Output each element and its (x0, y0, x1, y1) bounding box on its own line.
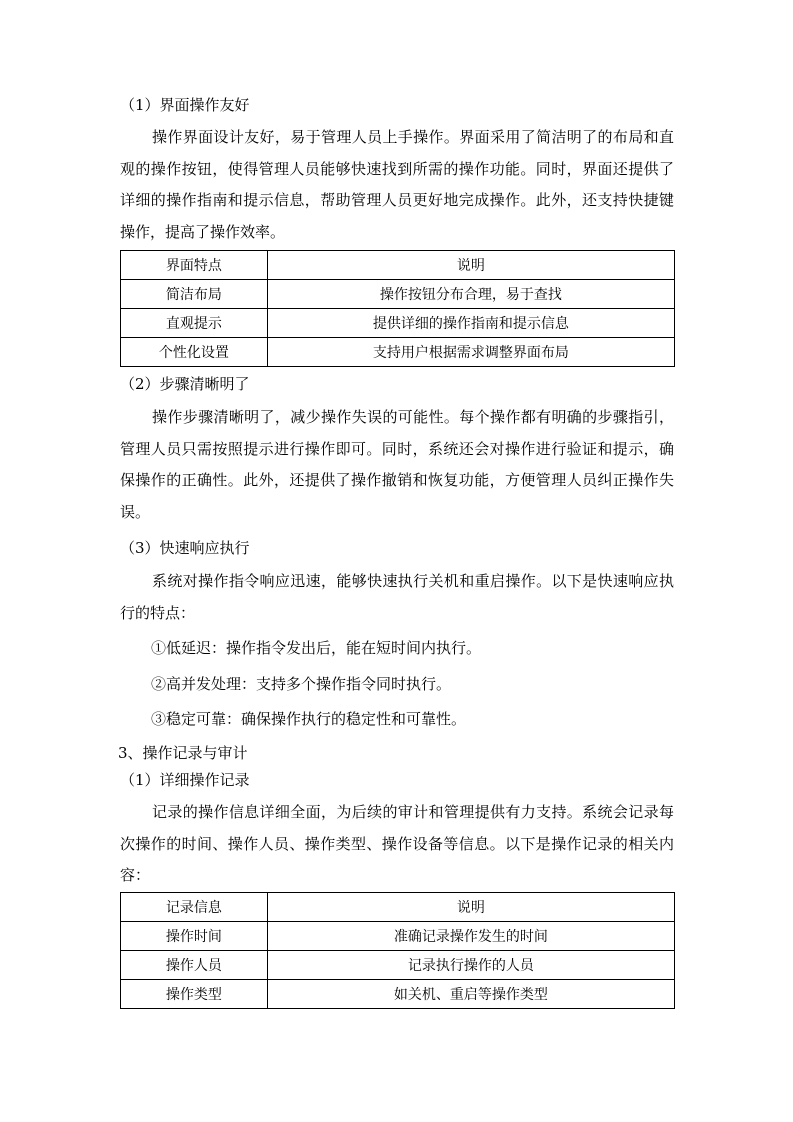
table-cell: 操作人员 (121, 951, 268, 980)
interface-features-table (120, 250, 675, 367)
operation-records-table (120, 892, 675, 1009)
table-row (121, 980, 675, 1009)
table-cell: 支持用户根据需求调整界面布局 (267, 338, 674, 367)
table-cell: 记录执行操作的人员 (267, 951, 674, 980)
section-heading-clear-steps: （2）步骤清晰明了 (120, 375, 250, 393)
paragraph-detailed-records: 记录的操作信息详细全面，为后续的审计和管理提供有力支持。系统会记录每次操作的时间、操作人员、操作类型、操作设备等信息。以下是操作记录的相关内容： (120, 803, 674, 884)
table-header-cell: 界面特点 (121, 251, 268, 280)
table-row (121, 309, 675, 338)
table-cell: 提供详细的操作指南和提示信息 (267, 309, 674, 338)
list-item: ③稳定可靠：确保操作执行的稳定性和可靠性。 (151, 710, 467, 728)
table-header-cell: 说明 (267, 251, 674, 280)
table-cell: 操作按钮分布合理，易于查找 (267, 280, 674, 309)
table-header-row (121, 251, 675, 280)
table-cell: 简洁布局 (121, 280, 268, 309)
section-heading-fast-response: （3）快速响应执行 (120, 539, 250, 557)
paragraph-fast-response: 系统对操作指令响应迅速，能够快速执行关机和重启操作。以下是快速响应执行的特点： (120, 572, 674, 622)
table-row (121, 280, 675, 309)
table-header-cell: 说明 (267, 893, 674, 922)
section-heading-detailed-records: （1）详细操作记录 (120, 771, 250, 789)
table-header-row (121, 893, 675, 922)
table-cell: 操作时间 (121, 922, 268, 951)
section-heading-interface-friendly: （1）界面操作友好 (120, 96, 250, 114)
table-cell: 准确记录操作发生的时间 (267, 922, 674, 951)
table-row (121, 922, 675, 951)
list-item: ①低延迟：操作指令发出后，能在短时间内执行。 (151, 639, 482, 657)
table-header-cell: 记录信息 (121, 893, 268, 922)
table-cell: 操作类型 (121, 980, 268, 1009)
table-row (121, 338, 675, 367)
chapter-heading-operation-records: 3、操作记录与审计 (118, 744, 248, 762)
paragraph-clear-steps: 操作步骤清晰明了，减少操作失误的可能性。每个操作都有明确的步骤指引，管理人员只需按照提示进行操作即可。同时，系统还会对操作进行验证和提示，确保操作的正确性。此外，还提供了操作撤销和恢复功能，方便管理人员纠正操作失误。 (120, 408, 674, 521)
table-cell: 个性化设置 (121, 338, 268, 367)
table-cell: 如关机、重启等操作类型 (267, 980, 674, 1009)
table-row (121, 951, 675, 980)
paragraph-interface-friendly: 操作界面设计友好，易于管理人员上手操作。界面采用了简洁明了的布局和直观的操作按钮，使得管理人员能够快速找到所需的操作功能。同时，界面还提供了详细的操作指南和提示信息，帮助管理人员更好地完成操作。此外，还支持快捷键操作，提高了操作效率。 (120, 128, 674, 241)
list-item: ②高并发处理：支持多个操作指令同时执行。 (151, 675, 452, 693)
table-cell: 直观提示 (121, 309, 268, 338)
